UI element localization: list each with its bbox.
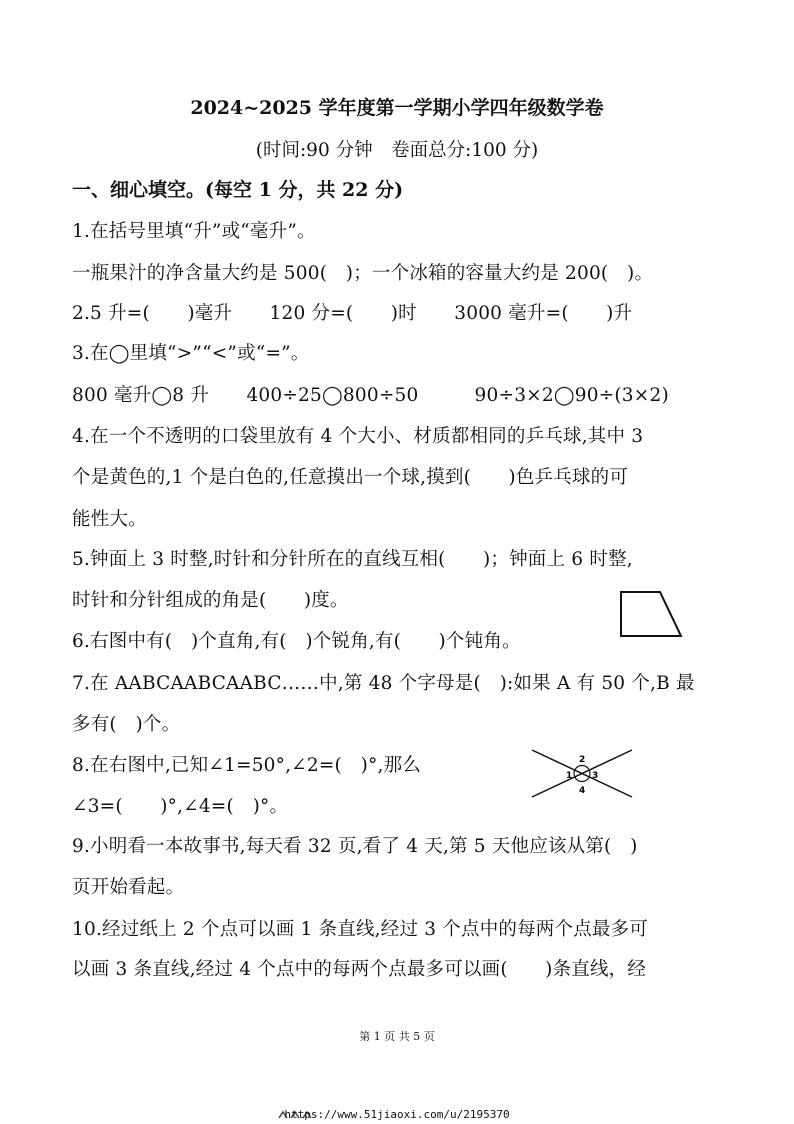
source-url: https://www.51jiaoxi.com/u/2195370 (284, 1108, 510, 1121)
page-number: 第 1 页 共 5 页 (359, 1030, 435, 1043)
question-line: 5.钟面上 3 时整,时针和分针所在的直线互相( )；钟面上 6 时整, (72, 549, 633, 570)
question-line: 6.右图中有( )个直角,有( )个锐角,有( )个钝角。 (72, 631, 521, 652)
exam-subtitle: (时间:90 分钟 卷面总分:100 分) (255, 140, 539, 161)
trapezoid-shape (621, 592, 681, 636)
question-line: ∠3=( )°,∠4=( )°。 (72, 796, 289, 817)
question-line: 页开始看起。 (72, 877, 185, 898)
question-line: 多有( )个。 (72, 714, 181, 735)
section-heading: 一、细心填空。(每空 1 分，共 22 分) (72, 179, 404, 201)
question-line: 能性大。 (72, 509, 147, 530)
intersecting-lines-figure (530, 745, 635, 800)
question-line: 以画 3 条直线,经过 4 个点中的每两个点最多可以画( )条直线，经 (72, 959, 647, 980)
angle-label-3: 3 (592, 771, 599, 781)
question-line: 4.在一个不透明的口袋里放有 4 个大小、材质都相同的乒乓球,其中 3 (72, 426, 644, 447)
angle-label-4: 4 (579, 786, 586, 796)
question-line: 10.经过纸上 2 个点可以画 1 条直线,经过 3 个点中的每两个点最多可 (72, 919, 648, 940)
angle-label-2: 2 (579, 755, 586, 765)
question-line: 3.在◯里填“>”“<”或“=”。 (72, 343, 310, 364)
trapezoid-figure (615, 590, 685, 640)
question-line: 个是黄色的,1 个是白色的,任意摸出一个球,摸到( )色乒乓球的可 (72, 467, 629, 488)
question-line: 800 毫升◯8 升 400÷25◯800÷50 90÷3×2◯90÷(3×2) (72, 385, 669, 406)
question-line: 时针和分针组成的角是( )度。 (72, 590, 349, 611)
question-line: 7.在 AABCAABCAABC……中,第 48 个字母是( ):如果 A 有 50 个,B 最 (72, 673, 695, 694)
question-line: 9.小明看一本故事书,每天看 32 页,看了 4 天,第 5 天他应该从第( ) (72, 836, 638, 857)
question-line: 一瓶果汁的净含量大约是 500( )；一个冰箱的容量大约是 200( )。 (72, 263, 654, 284)
question-line: 8.在右图中,已知∠1=50°,∠2=( )°,那么 (72, 755, 422, 776)
question-line: 2.5 升=( )毫升 120 分=( )时 3000 毫升=( )升 (72, 303, 633, 324)
exam-title: 2024~2025 学年度第一学期小学四年级数学卷 (190, 97, 604, 119)
angle-label-1: 1 (566, 771, 573, 781)
question-line: 1.在括号里填“升”或“毫升”。 (72, 221, 316, 242)
